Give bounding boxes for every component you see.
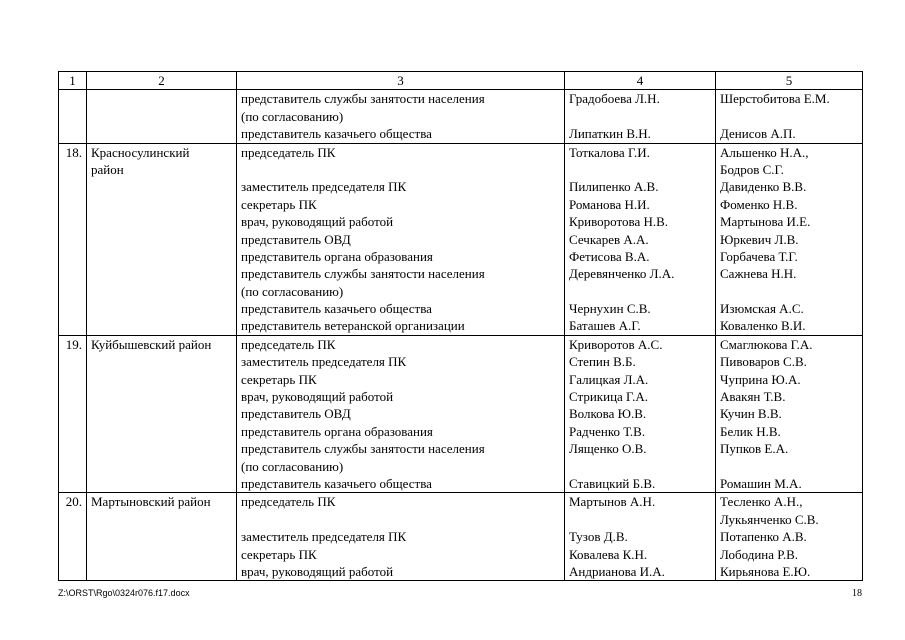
role-line: врач, руководящий работой: [241, 389, 394, 405]
member-name: Ковалева К.Н.: [569, 546, 648, 562]
member-name: Чернухин С.В.: [569, 301, 651, 317]
district-line: район: [91, 161, 124, 177]
role-cell: [237, 335, 565, 493]
district-cell: [87, 493, 237, 581]
member-name: Сечкарев А.А.: [569, 231, 649, 247]
member-name: Андрианова И.А.: [569, 563, 665, 579]
role-line: представитель ОВД: [241, 406, 351, 422]
reserve-name: Шерстобитова Е.М.: [720, 91, 830, 107]
member-cell: [565, 90, 716, 143]
role-line: секретарь ПК: [241, 546, 317, 562]
member-name: Радченко Т.В.: [569, 423, 646, 439]
member-name: Фетисова В.А.: [569, 248, 650, 264]
member-name: Галицкая Л.А.: [569, 371, 649, 387]
member-name: Тузов Д.В.: [569, 529, 628, 545]
reserve-name: Денисов А.П.: [720, 126, 796, 142]
table-row: [59, 143, 863, 335]
role-line: заместитель председателя ПК: [241, 529, 407, 545]
reserve-name: Бодров С.Г.: [720, 161, 784, 177]
district-line: Мартыновский район: [91, 494, 211, 510]
role-line: [241, 161, 560, 178]
member-name: Пилипенко А.В.: [569, 179, 659, 195]
role-line: представитель службы занятости населения: [241, 266, 485, 282]
district-line: Куйбышевский район: [91, 336, 212, 352]
role-line: представитель органа образования: [241, 423, 433, 439]
reserve-name: Авакян Т.В.: [720, 389, 786, 405]
role-line: представитель ветеранской организации: [241, 318, 465, 334]
role-line: представитель казачьего общества: [241, 476, 432, 491]
role-line: врач, руководящий работой: [241, 563, 394, 579]
member-name: Криворотова Н.В.: [569, 214, 669, 230]
role-line: заместитель председателя ПК: [241, 354, 407, 370]
member-name: Лященко О.В.: [569, 441, 647, 457]
reserve-name: Изюмская А.С.: [720, 301, 804, 317]
role-line: (по согласованию): [241, 283, 344, 299]
reserve-name: Лободина Р.В.: [720, 546, 799, 562]
reserve-name: Горбачева Т.Г.: [720, 248, 798, 264]
role-line: (по согласованию): [241, 458, 344, 474]
member-name: Деревянченко Л.А.: [569, 266, 675, 282]
role-line: представитель казачьего общества: [241, 126, 432, 142]
table-row: [59, 335, 863, 493]
footer-file-path: Z:\ORST\Rgo\0324r076.f17.docx: [58, 588, 190, 598]
reserve-name: Кучин В.В.: [720, 406, 782, 422]
role-line: заместитель председателя ПК: [241, 179, 407, 195]
col-header-5: 5: [716, 72, 863, 90]
col-header-4: 4: [565, 72, 716, 90]
role-line: секретарь ПК: [241, 196, 317, 212]
row-number: [59, 90, 87, 143]
district-cell: [87, 335, 237, 493]
role-line: представитель органа образования: [241, 248, 433, 264]
reserve-name: Коваленко В.И.: [720, 318, 806, 334]
member-name: [569, 511, 711, 528]
table-row: [59, 493, 863, 581]
reserve-name: [720, 108, 858, 125]
reserve-name: Юркевич Л.В.: [720, 231, 799, 247]
role-line: председатель ПК: [241, 494, 336, 510]
col-header-2: 2: [87, 72, 237, 90]
reserve-name: Кирьянова Е.Ю.: [720, 563, 811, 579]
reserve-cell: [716, 493, 863, 581]
reserve-name: [720, 283, 858, 300]
role-line: председатель ПК: [241, 336, 336, 352]
role-line: представитель ОВД: [241, 231, 351, 247]
reserve-cell: [716, 90, 863, 143]
commission-table: [58, 71, 863, 581]
table-row: [59, 90, 863, 143]
col-header-1: 1: [59, 72, 87, 90]
member-cell: [565, 335, 716, 493]
reserve-name: Мартынова И.Е.: [720, 214, 811, 230]
reserve-name: Пупков Е.А.: [720, 441, 789, 457]
member-name: Тоткалова Г.И.: [569, 144, 650, 160]
row-number: 18.: [59, 143, 87, 335]
row-number: 19.: [59, 335, 87, 493]
member-name: Градобоева Л.Н.: [569, 91, 660, 107]
member-name: Мартынов А.Н.: [569, 494, 656, 510]
reserve-name: Пивоваров С.В.: [720, 354, 807, 370]
member-name: [569, 161, 711, 178]
reserve-name: [720, 458, 858, 475]
page-number: 18: [852, 588, 862, 599]
role-line: представитель службы занятости населения: [241, 441, 485, 457]
reserve-name: Потапенко А.В.: [720, 529, 807, 545]
reserve-name: Смаглюкова Г.А.: [720, 336, 813, 352]
role-line: представитель казачьего общества: [241, 301, 432, 317]
table-body: [59, 90, 863, 581]
member-name: Стрикица Г.А.: [569, 389, 648, 405]
reserve-name: Белик Н.В.: [720, 423, 781, 439]
role-line: представитель службы занятости населения: [241, 91, 485, 107]
role-line: [241, 511, 560, 528]
role-cell: [237, 143, 565, 335]
member-name: Степин В.Б.: [569, 354, 636, 370]
member-name: [569, 283, 711, 300]
reserve-name: Альшенко Н.А.,: [720, 144, 809, 160]
col-header-3: 3: [237, 72, 565, 90]
member-cell: [565, 493, 716, 581]
reserve-name: Давиденко В.В.: [720, 179, 807, 195]
role-line: секретарь ПК: [241, 371, 317, 387]
reserve-cell: [716, 143, 863, 335]
district-cell: [87, 90, 237, 143]
role-line: (по согласованию): [241, 108, 344, 124]
reserve-name: Чуприна Ю.А.: [720, 371, 801, 387]
role-cell: [237, 90, 565, 143]
reserve-cell: [716, 335, 863, 493]
member-name: [569, 458, 711, 475]
district-line: Красносулинский: [91, 144, 190, 160]
reserve-name: Фоменко Н.В.: [720, 196, 798, 212]
header-row: [59, 72, 863, 90]
reserve-name: Ромашин М.А.: [720, 476, 802, 491]
role-line: председатель ПК: [241, 144, 336, 160]
member-name: Волкова Ю.В.: [569, 406, 647, 422]
reserve-name: Тесленко А.Н.,: [720, 494, 803, 510]
reserve-name: Лукьянченко С.В.: [720, 511, 819, 527]
row-number: 20.: [59, 493, 87, 581]
member-name: Баташев А.Г.: [569, 318, 641, 334]
district-cell: [87, 143, 237, 335]
member-name: Ставицкий Б.В.: [569, 476, 656, 491]
member-cell: [565, 143, 716, 335]
member-name: Липаткин В.Н.: [569, 126, 651, 142]
member-name: Криворотов А.С.: [569, 336, 663, 352]
role-cell: [237, 493, 565, 581]
member-name: Романова Н.И.: [569, 196, 650, 212]
reserve-name: Сажнева Н.Н.: [720, 266, 797, 282]
member-name: [569, 108, 711, 125]
role-line: врач, руководящий работой: [241, 214, 394, 230]
